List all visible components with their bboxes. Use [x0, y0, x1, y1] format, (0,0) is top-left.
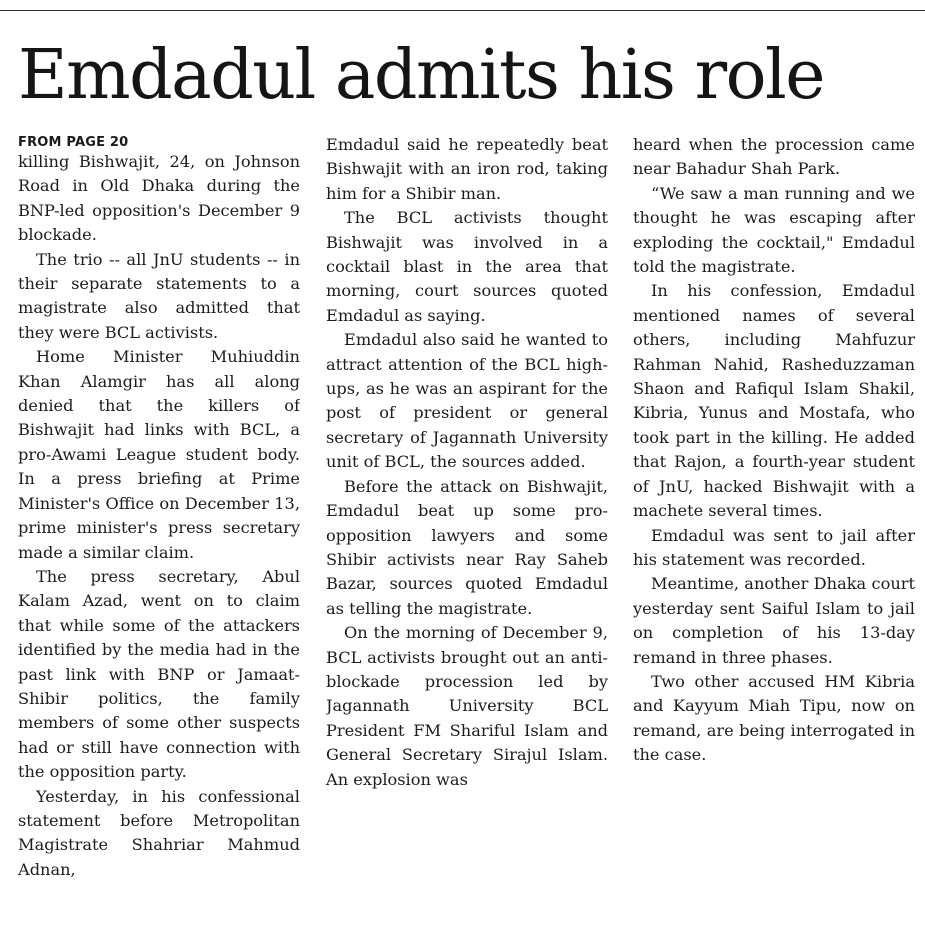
- paragraph: The trio -- all JnU students -- in their separate statements to a magistrate also admitted that they were BCL activists.: [18, 249, 300, 342]
- paragraph: Home Minister Muhiuddin Khan Alamgir has all along denied that the killers of Bishwajit had links with BCL, a pro-Awami League student body. In a press briefing at Prime Minister's Office on December 13, prime minister's press secretary made a similar claim.: [18, 347, 300, 562]
- paragraph: The BCL activists thought Bishwajit was involved in a cocktail blast in the area that morning, court sources quoted Emdadul as saying.: [326, 208, 608, 325]
- paragraph: Emdadul also said he wanted to attract attention of the BCL high-ups, as he was an aspirant for the post of president or general secretary of Jagannath University unit of BCL, the sources added.: [326, 330, 608, 472]
- paragraph: killing Bishwajit, 24, on Johnson Road in Old Dhaka during the BNP-led opposition's December 9 blockade.: [18, 152, 300, 245]
- column-1: [18, 134, 300, 934]
- paragraph: Emdadul said he repeatedly beat Bishwajit with an iron rod, taking him for a Shibir man.: [326, 135, 608, 203]
- previous-article-strip: [0, 0, 925, 11]
- paragraph: “We saw a man running and we thought he was escaping after exploding the cocktail," Emdadul told the magistrate.: [633, 183, 915, 277]
- paragraph: In his confession, Emdadul mentioned names of several others, including Mahfuzur Rahman Nahid, Rasheduzzaman Shaon and Rafiqul Islam Shakil, Kibria, Yunus and Mostafa, who took part in the killing. He added that Rajon, a fourth-year student of JnU, hacked Bishwajit with a machete several times.: [633, 281, 915, 521]
- paragraph: On the morning of December 9, BCL activists brought out an anti-blockade procession led by Jagannath University BCL President FM Shariful Islam and General Secretary Sirajul Islam. An explosion was: [326, 623, 608, 789]
- paragraph: The press secretary, Abul Kalam Azad, went on to claim that while some of the attackers identified by the media had in the past link with BNP or Jamaat-Shibir politics, the family members of some other suspects had or still have connection with the opposition party.: [18, 566, 300, 782]
- article-body: [18, 134, 916, 934]
- paragraph: heard when the procession came near Bahadur Shah Park.: [633, 135, 915, 179]
- paragraph: Before the attack on Bishwajit, Emdadul beat up some pro-opposition lawyers and some Shibir activists near Ray Saheb Bazar, sources quoted Emdadul as telling the magistrate.: [326, 476, 608, 618]
- continuation-kicker: FROM PAGE 20: [18, 135, 129, 150]
- headline: Emdadul admits his role: [18, 36, 825, 115]
- paragraph: Yesterday, in his confessional statement before Metropolitan Magistrate Shahriar Mahmud Adnan,: [18, 786, 300, 879]
- paragraph: Two other accused HM Kibria and Kayyum Miah Tipu, now on remand, are being interrogated in the case.: [633, 671, 915, 765]
- paragraph: Meantime, another Dhaka court yesterday sent Saiful Islam to jail on completion of his 13-day remand in three phases.: [633, 574, 915, 667]
- paragraph: Emdadul was sent to jail after his statement was recorded.: [633, 525, 915, 569]
- column-3: [633, 134, 915, 933]
- column-2: [326, 134, 608, 933]
